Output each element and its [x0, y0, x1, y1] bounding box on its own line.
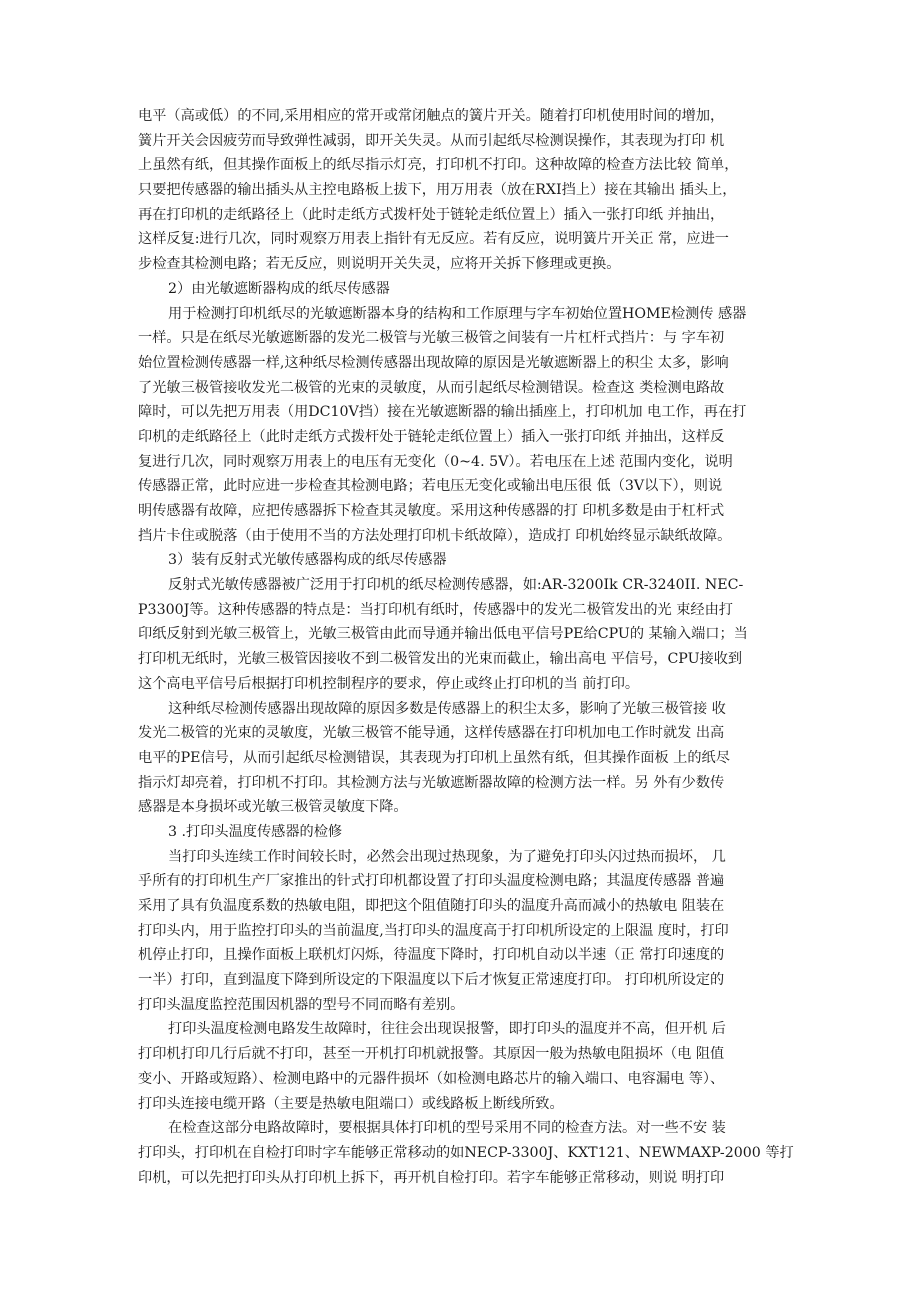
text-line: 明传感器有故障，应把传感器拆下检查其灵敏度。采用这种传感器的打 印机多数是由于杠杆式	[138, 503, 725, 519]
text-line: 再在打印机的走纸路径上（此时走纸方式拨杆处于链轮走纸位置上）插入一张打印纸 并抽出，	[138, 206, 725, 223]
text-line: 变小、开路或短路）、检测电路中的元器件损坏（如检测电路芯片的输入端口、电容漏电 等）、	[138, 1070, 725, 1087]
document-body	[138, 104, 794, 1190]
text-line: 上虽然有纸，但其操作面板上的纸尽指示灯亮，打印机不打印。这种故障的检查方法比较 简单，	[138, 157, 739, 174]
text-line: 打印机打印几行后就不打印，甚至一开机打印机就报警。其原因一般为热敏电阻损坏（电 阻值	[138, 1046, 725, 1063]
text-line: 簧片开关会因疲劳而导致弹性减弱，即开关失灵。从而引起纸尽检测误操作，其表现为打印 机	[138, 132, 725, 149]
text-line: 乎所有的打印机生产厂家推出的针式打印机都设置了打印头温度检测电路；其温度传感器 普遍	[138, 873, 725, 890]
text-line: 打印头温度检测电路发生故障时，往往会出现误报警，即打印头的温度并不高，但开机 后	[168, 1021, 726, 1038]
text-line: 反射式光敏传感器被广泛用于打印机的纸尽检测传感器，如:AR-3200Ik CR-3240II. NEC-	[168, 577, 744, 594]
text-line: 打印头连接电缆开路（主要是热敏电阻端口）或线路板上断线所致。	[138, 1095, 564, 1112]
text-line: 印机的走纸路径上（此时走纸方式拨杆处于链轮走纸位置上）插入一张打印纸 并抽出，这样反	[138, 428, 725, 445]
text-line: 电平的PE信号，从而引起纸尽检测错误，其表现为打印机上虽然有纸，但其操作面板 上的纸尽	[138, 749, 730, 766]
text-line: 电平（高或低）的不同,采用相应的常开或常闭触点的簧片开关。随着打印机使用时间的增加，	[138, 108, 725, 124]
text-line: 复进行几次，同时观察万用表上的电压有无变化（0~4. 5V）。若电压在上述 范围内变化，说明	[138, 453, 733, 470]
text-line: 印机，可以先把打印头从打印机上拆下，再开机自检打印。若字车能够正常移动，则说 明打印	[138, 1169, 725, 1186]
text-line: 打印头，打印机在自检打印时字车能够正常移动的如NECP-3300J、KXT121、NEWMAXP-2000 等打	[138, 1144, 794, 1161]
text-line: 了光敏三极管接收发光二极管的光束的灵敏度，从而引起纸尽检测错误。检查这 类检测电路故	[138, 379, 725, 396]
text-line: 这种纸尽检测传感器出现故障的原因多数是传感器上的积尘太多，影响了光敏三极管接 收	[168, 700, 726, 717]
text-line: 障时，可以先把万用表（用DC10V挡）接在光敏遮断器的输出插座上，打印机加 电工作，再在打	[138, 404, 747, 421]
text-line: 一半）打印，直到温度下降到所设定的下限温度以下后才恢复正常速度打印。 打印机所设定的	[138, 972, 725, 989]
text-line: 这样反复:进行几次，同时观察万用表上指针有无反应。若有反应，说明簧片开关正 常，应进一	[138, 231, 729, 248]
text-line: 用于检测打印机纸尽的光敏遮断器本身的结构和工作原理与字车初始位置HOME检测传 感器	[168, 305, 747, 322]
text-line: 打印机无纸时，光敏三极管因接收不到二极管发出的光束而截止，输出高电 平信号，CPU接收到	[138, 651, 743, 668]
text-line: 发光二极管的光束的灵敏度，光敏三极管不能导通，这样传感器在打印机加电工作时就发 出高	[138, 725, 725, 742]
text-line: 只要把传感器的输出插头从主控电路板上拔下，用万用表（放在RXI挡上）接在其输出 插头上，	[138, 182, 737, 199]
text-line: P3300J等。这种传感器的特点是：当打印机有纸时，传感器中的发光二极管发出的光 束经由打	[138, 601, 733, 618]
text-line: 3）装有反射式光敏传感器构成的纸尽传感器	[168, 552, 447, 569]
text-line: 指示灯却亮着，打印机不打印。其检测方法与光敏遮断器故障的检测方法一样。另 外有少数传	[138, 774, 725, 791]
text-line: 采用了具有负温度系数的热敏电阻，即把这个阻值随打印头的温度升高而减小的热敏电 阻装在	[138, 898, 725, 914]
text-line: 传感器正常，此时应进一步检查其检测电路；若电压无变化或输出电压很 低（3V以下），则说	[138, 478, 723, 495]
text-line: 打印头温度监控范围因机器的型号不同而略有差别。	[138, 996, 465, 1013]
text-line: 机停止打印，且操作面板上联机灯闪烁，待温度下降时，打印机自动以半速（正 常打印速度的	[138, 947, 725, 964]
text-line: 当打印头连续工作时间较长时，必然会出现过热现象，为了避免打印头闪过热而损坏， 几	[168, 848, 726, 865]
text-line: 感器是本身损坏或光敏三极管灵敏度下降。	[138, 799, 408, 816]
text-line: 2）由光敏遮断器构成的纸尽传感器	[168, 280, 390, 297]
text-line: 印纸反射到光敏三极管上，光敏三极管由此而导通并输出低电平信号PE给CPU的 某输入端口；当	[138, 626, 748, 643]
text-line: 这个高电平信号后根据打印机控制程序的要求，停止或终止打印机的当 前打印。	[138, 675, 640, 692]
text-line: 步检查其检测电路；若无反应，则说明开关失灵，应将开关拆下修理或更换。	[138, 256, 621, 273]
text-line: 始位置检测传感器一样,这种纸尽检测传感器出现故障的原因是光敏遮断器上的积尘 太多，影响	[138, 354, 729, 371]
text-line: 打印头内，用于监控打印头的当前温度,当打印头的温度高于打印机所设定的上限温 度时，打印	[138, 922, 729, 939]
text-line: 3 .打印头温度传感器的检修	[168, 823, 343, 840]
text-line: 挡片卡住或脱落（由于使用不当的方法处理打印机卡纸故障），造成打 印机始终显示缺纸故障。	[138, 527, 732, 544]
text-line: 在检查这部分电路故障时，要根据具体打印机的型号采用不同的检查方法。对一些不安 装	[168, 1120, 726, 1137]
text-line: 一样。只是在纸尽光敏遮断器的发光二极管与光敏三极管之间装有一片杠杆式挡片：与 字车初	[138, 330, 725, 347]
